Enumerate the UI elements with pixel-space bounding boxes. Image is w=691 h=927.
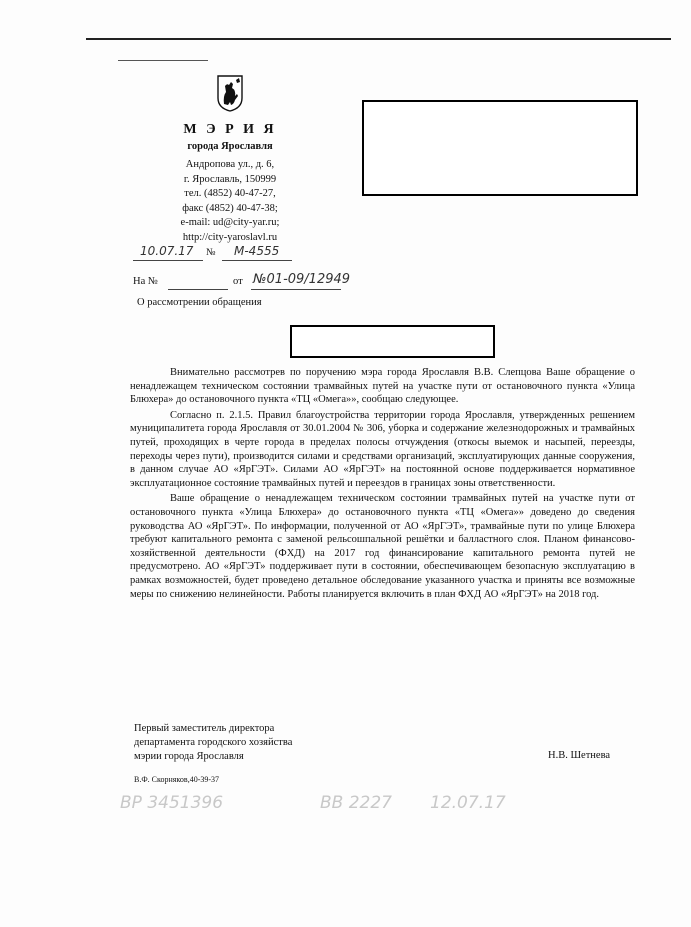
na-label: На №	[133, 276, 158, 287]
signatory-name: Н.В. Шетнева	[548, 750, 611, 761]
handwritten-number: М-4555	[234, 244, 280, 258]
position-line: Первый заместитель директора	[134, 723, 275, 734]
handwritten-date: 10.07.17	[140, 244, 194, 258]
org-name: М Э Р И Я	[183, 122, 277, 137]
na-underline	[168, 289, 228, 290]
contacts-block	[150, 158, 310, 245]
position-line: департамента городского хозяйства	[134, 737, 293, 748]
body-paragraph: Внимательно рассмотрев по поручению мэра города Ярославля В.В. Слепцова Ваше обращение о ненадлежащем техническом состоянии трамвайных путей на участке пути от остановочного пункта «Улица Блюхера» до остановочного пункта «ТЦ «Омега»», сообщаю следующее.	[130, 367, 635, 406]
contact-line: факс (4852) 40-47-38;	[182, 202, 278, 214]
number-sign: №	[206, 247, 216, 258]
contact-line: http://city-yaroslavl.ru	[182, 231, 278, 243]
number-underline	[222, 260, 292, 261]
contact-line: г. Ярославль, 150999	[183, 173, 277, 185]
contact-line: Андропова ул., д. 6,	[185, 159, 275, 170]
date-underline	[133, 260, 203, 261]
ref-underline	[251, 289, 341, 290]
contact-line: тел. (4852) 40-47-27,	[184, 188, 276, 199]
body-paragraph: Ваше обращение о ненадлежащем техническом состоянии трамвайных путей на участке пути от остановочного пункта «Улица Блюхера» до остановочного пункта «ТЦ «Омега»» доведено до сведения руководства АО «ЯрГЭТ». По информации, полученной от АО «ЯрГЭТ», трамвайные пути по улице Блюхера требуют капитального ремонта с заменой рельсошпальной решётки и балластного слоя. Планом финансово-хозяйственной деятельности (ФХД) на 2017 год финансирование капитального ремонта путей не предусмотрено. АО «ЯрГЭТ» поддерживает пути в состоянии, обеспечивающем безопасную эксплуатацию в рамках возможностей, будет проведено детальное обследование указанного участка и приняты все возможные меры по снижению нелинейности. Работы планируется включить в план ФХД АО «ЯрГЭТ» на 2018 год.	[130, 493, 635, 600]
subject-line: О рассмотрении обращения	[137, 297, 262, 308]
bear-coat-of-arms-icon	[216, 74, 244, 112]
signatory-position	[134, 722, 292, 764]
stamp-mark: 12.07.17	[430, 793, 506, 813]
letter-body	[130, 366, 635, 603]
ot-label: от	[233, 276, 243, 287]
redacted-recipient-box	[362, 100, 638, 196]
stamp-mark: ВВ 2227	[320, 793, 392, 813]
redacted-salutation-box	[290, 325, 495, 358]
position-line: мэрии города Ярославля	[134, 751, 244, 762]
body-paragraph: Согласно п. 2.1.5. Правил благоустройства территории города Ярославля, утвержденных решением муниципалитета города Ярославля от 30.01.2004 № 306, уборка и содержание железнодорожных и трамвайных путей, проходящих в черте города в пределах полосы отчуждения (откосы выемок и насыпей, переезды, переходы через пути), производится силами и средствами организаций, эксплуатирующих данные сооружения, в данном случае АО «ЯрГЭТ». Силами АО «ЯрГЭТ» на постоянной основе поддерживается нормативное эксплуатационное состояние трамвайных путей и переездов в границах зоны ответственности.	[130, 409, 635, 489]
executor-line: В.Ф. Скорняков,40-39-37	[134, 775, 220, 784]
contact-line: e-mail: ud@city-yar.ru;	[180, 217, 280, 228]
top-border-short-line	[118, 60, 208, 61]
org-city: города Ярославля	[187, 141, 273, 152]
stamp-mark: ВР 3451396	[120, 793, 224, 813]
top-border-line	[86, 38, 671, 40]
handwritten-reference: №01-09/12949	[253, 272, 351, 287]
